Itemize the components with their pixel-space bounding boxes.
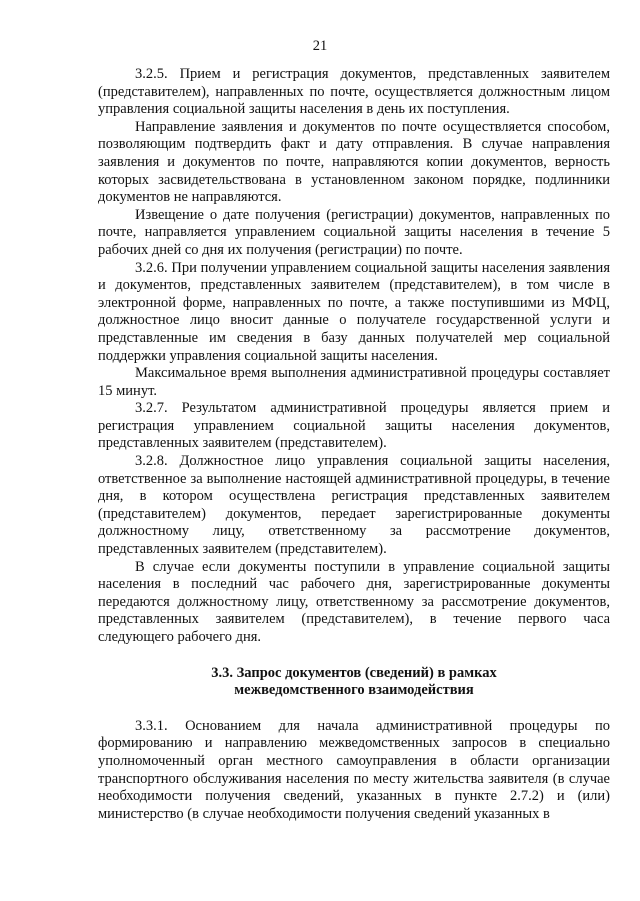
paragraph-3-2-8: 3.2.8. Должностное лицо управления социальной защиты населения, ответственное за выполнение настоящей административной процедуры, в течение дня, в котором осуществлена регистрация представленных заявителем (представителем) документов, передает зарегистрированные документы должностному лицу, ответственному за рассмотрение документов, представленных заявителем (представителем). (98, 453, 610, 558)
document-body (98, 66, 610, 823)
section-heading (98, 665, 610, 700)
paragraph-3-3-1: 3.3.1. Основанием для начала административной процедуры по формированию и направлению межведомственных запросов в специально уполномоченный орган местного самоуправления в области организации транспортного обслуживания населения по месту жительства заявителя (в случае необходимости получения сведений, указанных в пункте 2.7.2) и (или) министерство (в случае необходимости получения сведений указанных в (98, 717, 610, 822)
page-number: 21 (312, 38, 328, 54)
paragraph-mail-sending: Направление заявления и документов по почте осуществляется способом, позволяющим подтвердить факт и дату отправления. В случае направления заявления и документов по почте, направляются копии документов, верность которых засвидетельствована в установленном законом порядке, подлинники документов не направляются. (98, 118, 610, 206)
paragraph-3-2-5: 3.2.5. Прием и регистрация документов, представленных заявителем (представителем), направленных по почте, осуществляется должностным лицом управления социальной защиты населения в день их поступления. (98, 66, 610, 118)
paragraph-max-time: Максимальное время выполнения административной процедуры составляет 15 минут. (98, 365, 610, 399)
paragraph-3-2-6: 3.2.6. При получении управлением социальной защиты населения заявления и документов, представленных заявителем (представителем), в том числе в электронной форме, направленных по почте, а также поступившими из МФЦ, должностное лицо вносит данные о получателе государственной услуги и представленные им сведения в базу данных получателей мер социальной поддержки управления социальной защиты населения. (98, 259, 610, 364)
section-heading-line-2: межведомственного взаимодействия (234, 682, 474, 699)
paragraph-notification: Извещение о дате получения (регистрации) документов, направленных по почте, направляется управлением социальной защиты населения в течение 5 рабочих дней со дня их получения (регистрации) по почте. (98, 206, 610, 258)
paragraph-3-2-7: 3.2.7. Результатом административной процедуры является прием и регистрация управлением социальной защиты населения документов, представленных заявителем (представителем). (98, 400, 610, 452)
paragraph-last-hour: В случае если документы поступили в управление социальной защиты населения в последний час рабочего дня, зарегистрированные документы передаются должностному лицу, ответственному за рассмотрение документов, представленных заявителем (представителем), в течение первого часа следующего рабочего дня. (98, 558, 610, 645)
section-heading-line-1: 3.3. Запрос документов (сведений) в рамках (211, 664, 497, 681)
